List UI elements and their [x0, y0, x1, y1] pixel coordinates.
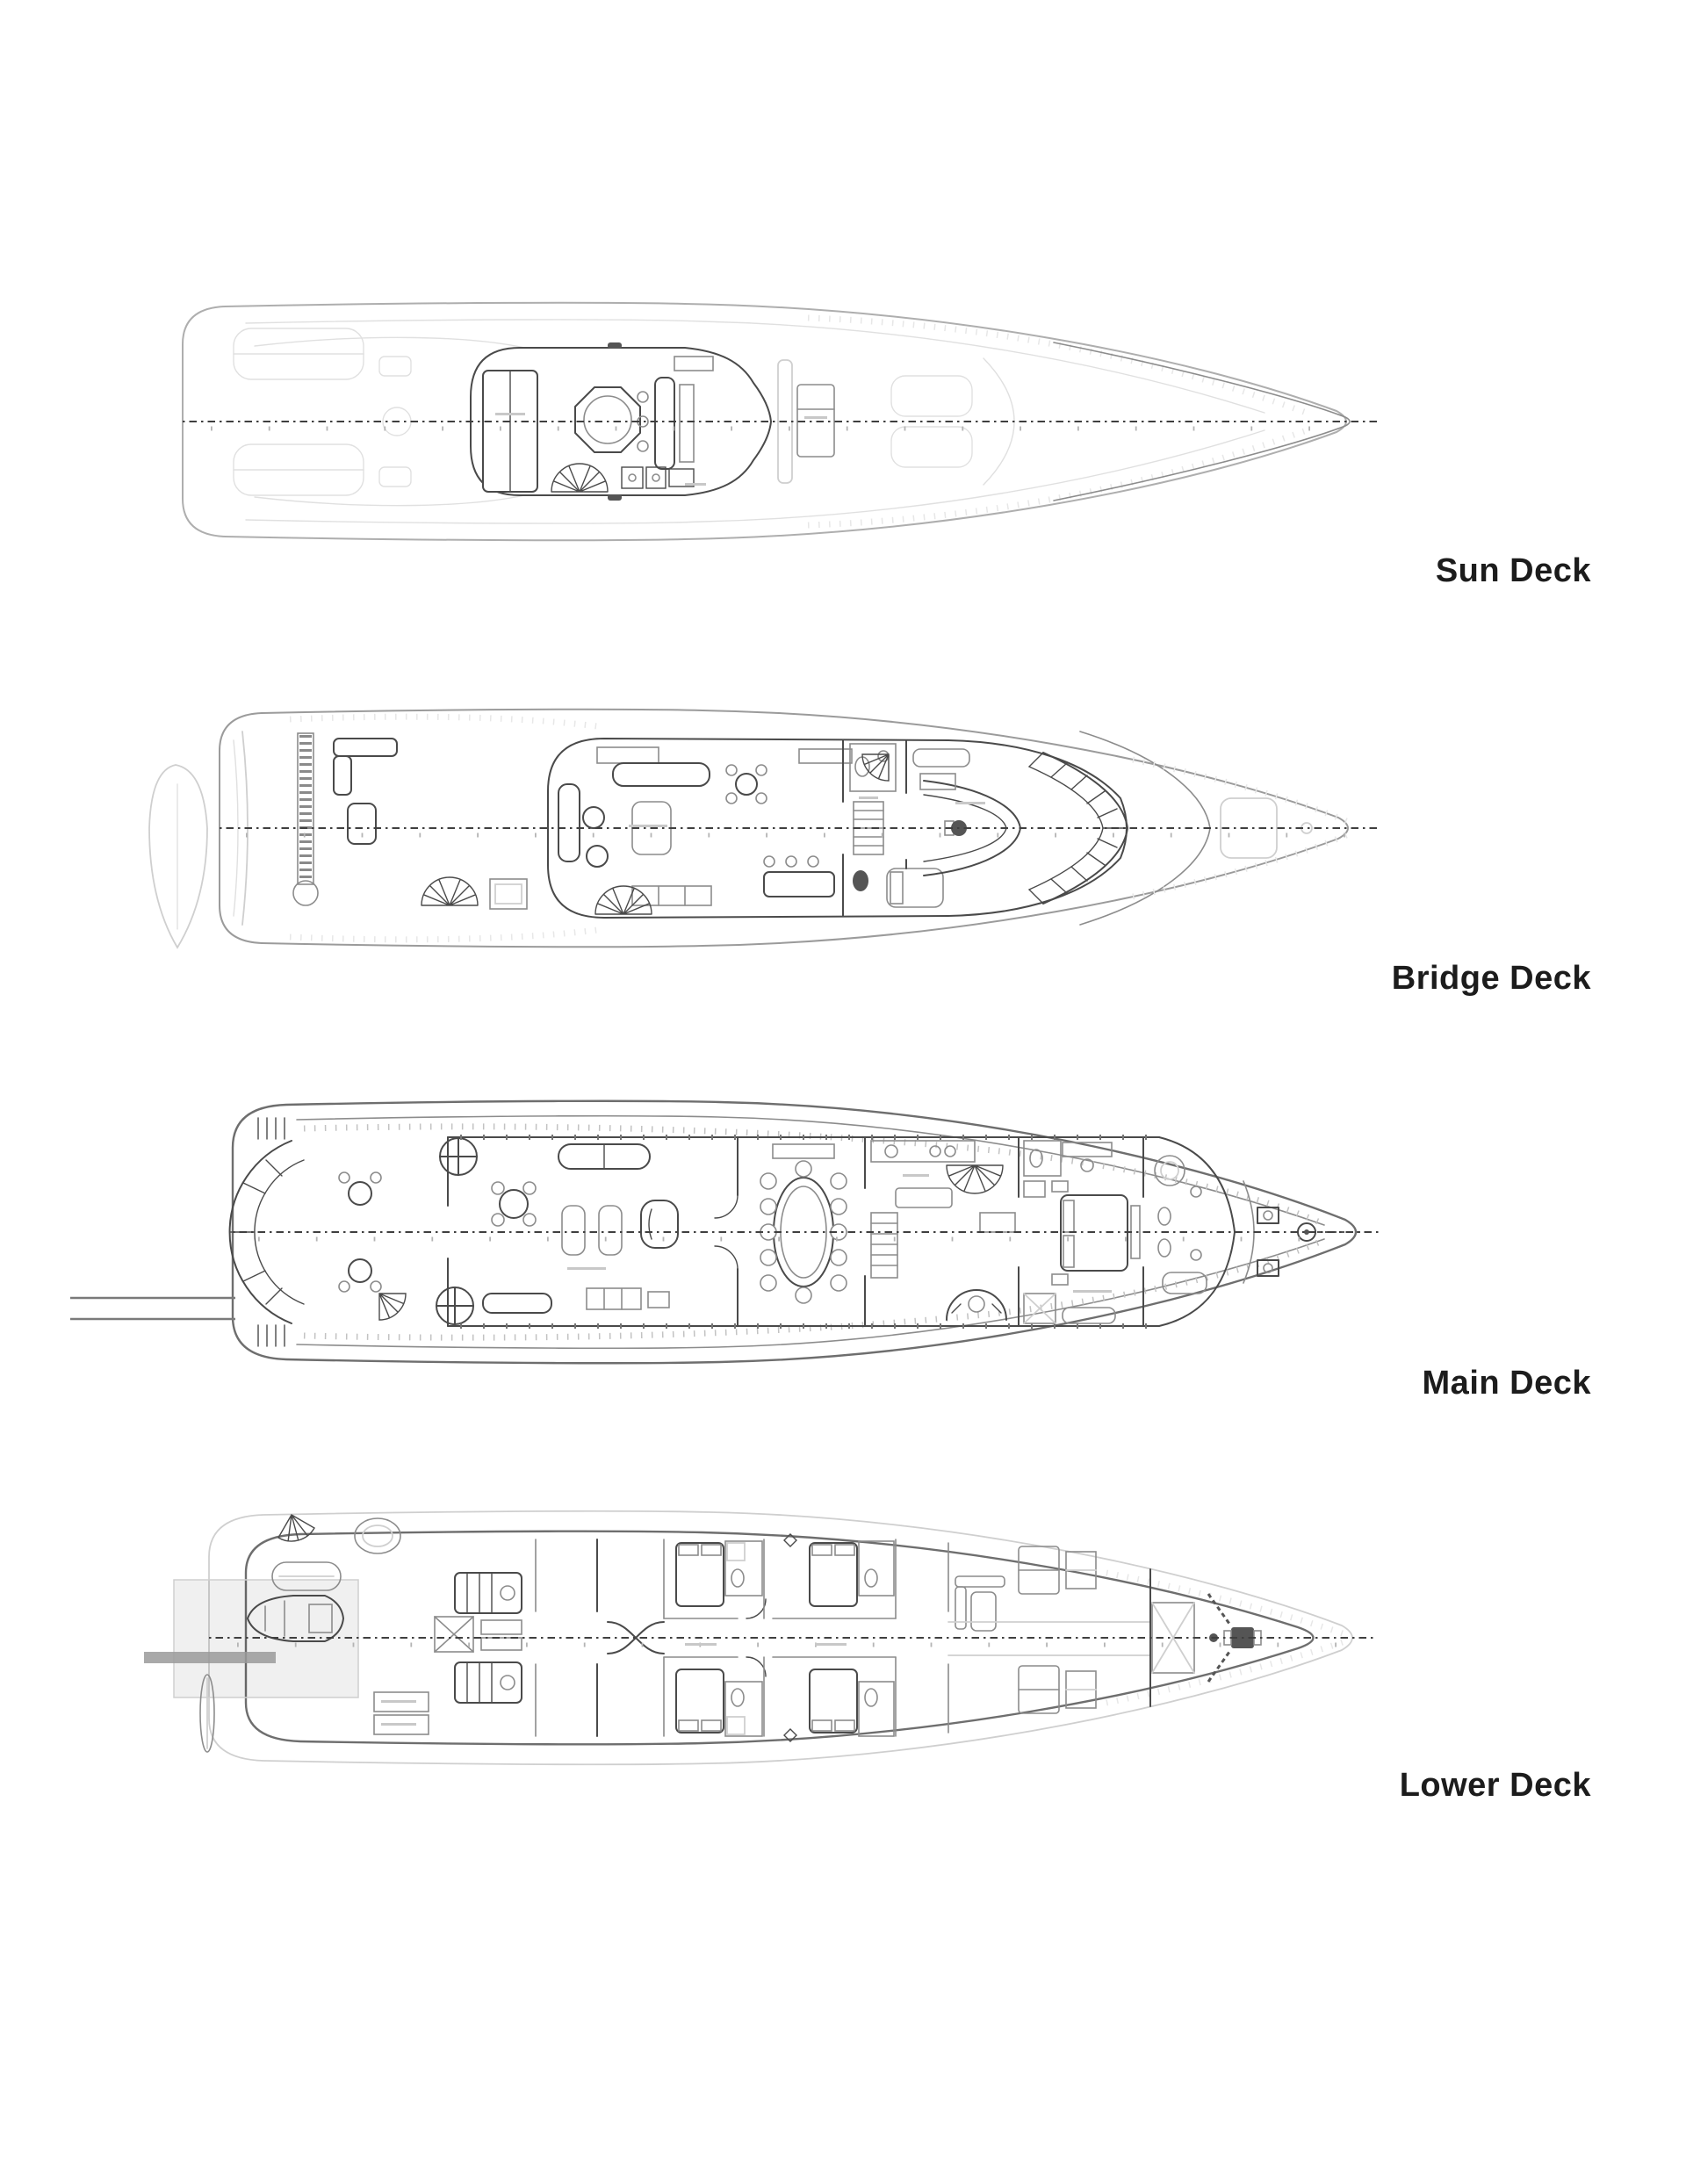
- ghost-tender: [149, 765, 207, 948]
- engine: [455, 1662, 522, 1703]
- wet-bar: [764, 872, 834, 897]
- bar-counter: [655, 378, 674, 469]
- engine: [455, 1573, 522, 1613]
- deck-label-bridge-deck: Bridge Deck: [1391, 960, 1591, 997]
- gangway: [144, 1652, 276, 1663]
- passerelle: [70, 1298, 235, 1319]
- deck-label-lower-deck: Lower Deck: [1399, 1767, 1591, 1804]
- deck-label-main-deck: Main Deck: [1422, 1365, 1591, 1402]
- jacuzzi: [575, 387, 640, 452]
- sun-deck-drawing: [183, 303, 1381, 540]
- main-deck-drawing: [70, 1101, 1381, 1363]
- deck-label-sun-deck: Sun Deck: [1435, 552, 1591, 589]
- lower-deck-drawing: [144, 1511, 1377, 1764]
- bridge-deck-drawing: [149, 710, 1381, 948]
